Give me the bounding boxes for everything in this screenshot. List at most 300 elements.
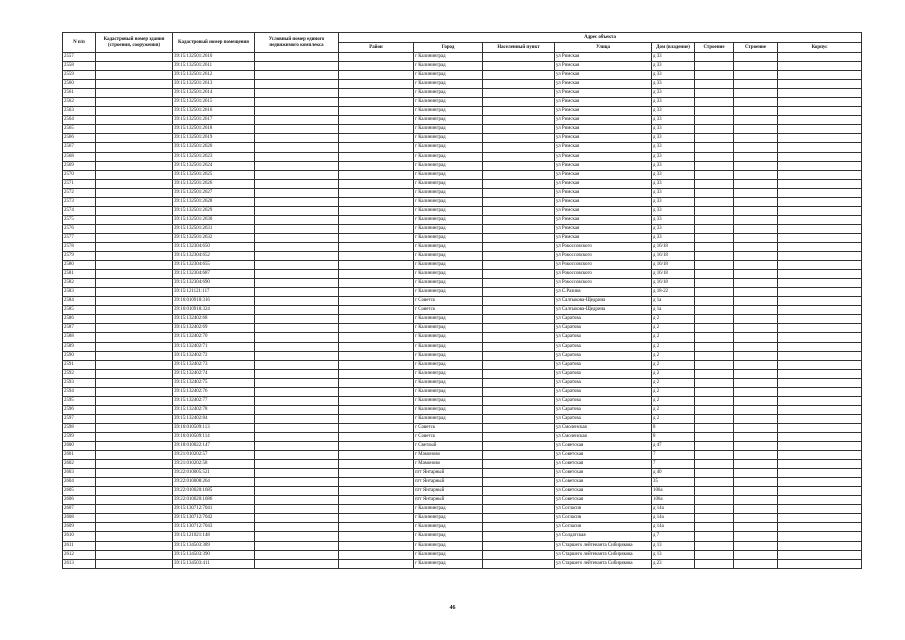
cell-cad-building xyxy=(96,541,173,550)
cell-flat xyxy=(778,233,862,242)
cell-settlement xyxy=(483,541,555,550)
cell-district xyxy=(339,297,414,306)
cell-street: ул Римская xyxy=(555,215,652,224)
cell-complex xyxy=(255,170,339,179)
cell-complex xyxy=(255,478,339,487)
cell-street: ул Римская xyxy=(555,197,652,206)
cell-cad-room: 39:18:010022:147 xyxy=(173,442,255,451)
cell-settlement xyxy=(483,206,555,215)
cell-complex xyxy=(255,396,339,405)
header-city: Город xyxy=(414,43,483,53)
cell-cad-room: 39:16:010918:316 xyxy=(173,297,255,306)
cell-korpus xyxy=(695,62,734,71)
cell-street: ул Римская xyxy=(555,62,652,71)
cell-settlement xyxy=(483,261,555,270)
cell-building xyxy=(734,478,778,487)
cell-complex xyxy=(255,279,339,288)
cell-house: д 33 xyxy=(652,134,695,143)
cell-cad-room: 39:15:130712:7041 xyxy=(173,505,255,514)
cell-cad-room: 39:15:132402:68 xyxy=(173,315,255,324)
cell-city: г Калининград xyxy=(414,242,483,251)
cell-num: 2595 xyxy=(63,396,96,405)
header-complex: Условный номер единого недвижимого комплекса xyxy=(255,33,339,53)
cell-korpus xyxy=(695,179,734,188)
cell-cad-room: 39:15:132402:71 xyxy=(173,342,255,351)
cell-building xyxy=(734,288,778,297)
cell-district xyxy=(339,514,414,523)
cell-cad-building xyxy=(96,98,173,107)
cell-house: д 16/18 xyxy=(652,242,695,251)
cell-street: ул Саратова xyxy=(555,342,652,351)
cell-house: д 13 xyxy=(652,550,695,559)
cell-district xyxy=(339,53,414,62)
cell-settlement xyxy=(483,215,555,224)
cell-flat xyxy=(778,342,862,351)
cell-complex xyxy=(255,514,339,523)
cell-flat xyxy=(778,460,862,469)
header-cad-building: Кадастровый номер здания (строения, сооружения) xyxy=(96,33,173,53)
header-settlement: Населенный пункт xyxy=(483,43,555,53)
cell-cad-room: 39:15:132501:2610 xyxy=(173,53,255,62)
table-row xyxy=(63,541,862,550)
cell-flat xyxy=(778,423,862,432)
cell-city: г Калининград xyxy=(414,206,483,215)
cell-house: 7 xyxy=(652,451,695,460)
cell-korpus xyxy=(695,487,734,496)
cell-house: д 1а xyxy=(652,297,695,306)
cell-complex xyxy=(255,53,339,62)
cell-city: г Калининград xyxy=(414,333,483,342)
page-number: 46 xyxy=(449,605,456,611)
cell-num: 2600 xyxy=(63,442,96,451)
cell-house: 106а xyxy=(652,487,695,496)
cell-house: 8 xyxy=(652,432,695,441)
cell-complex xyxy=(255,80,339,89)
cell-flat xyxy=(778,387,862,396)
cell-complex xyxy=(255,242,339,251)
cell-cad-room: 39:15:132501:2613 xyxy=(173,80,255,89)
cell-complex xyxy=(255,351,339,360)
cell-settlement xyxy=(483,460,555,469)
cell-district xyxy=(339,405,414,414)
cell-district xyxy=(339,215,414,224)
cell-settlement xyxy=(483,523,555,532)
cell-building xyxy=(734,315,778,324)
cell-korpus xyxy=(695,215,734,224)
cell-settlement xyxy=(483,233,555,242)
cell-street: ул С.Разина xyxy=(555,288,652,297)
cell-city: г Калининград xyxy=(414,71,483,80)
cell-house: д 16/18 xyxy=(652,279,695,288)
cell-complex xyxy=(255,233,339,242)
cell-street: ул Римская xyxy=(555,152,652,161)
cell-city: г Советск xyxy=(414,432,483,441)
cell-cad-room: 39:15:130712:7043 xyxy=(173,523,255,532)
cell-street: ул Римская xyxy=(555,116,652,125)
cell-building xyxy=(734,505,778,514)
cell-korpus xyxy=(695,387,734,396)
cell-district xyxy=(339,98,414,107)
header-address: Адрес объекта xyxy=(339,33,862,43)
cell-cad-building xyxy=(96,423,173,432)
cell-cad-room: 39:15:130712:7042 xyxy=(173,514,255,523)
cell-city: пгт Янтарный xyxy=(414,496,483,505)
table-row xyxy=(63,423,862,432)
cell-settlement xyxy=(483,179,555,188)
cell-city: г Калининград xyxy=(414,224,483,233)
cell-flat xyxy=(778,116,862,125)
cell-city: г Калининград xyxy=(414,523,483,532)
cell-flat xyxy=(778,279,862,288)
cell-house: д 33 xyxy=(652,53,695,62)
cell-street: ул Римская xyxy=(555,233,652,242)
cell-cad-building xyxy=(96,143,173,152)
cell-street: ул Салтыкова-Щедрина xyxy=(555,297,652,306)
cell-city: г Калининград xyxy=(414,369,483,378)
table-row xyxy=(63,532,862,541)
cell-city: г Калининград xyxy=(414,161,483,170)
cell-cad-room: 39:15:132501:2630 xyxy=(173,215,255,224)
cell-cad-building xyxy=(96,53,173,62)
cell-num: 2565 xyxy=(63,125,96,134)
cell-house: д 1а xyxy=(652,306,695,315)
cell-cad-building xyxy=(96,215,173,224)
cell-settlement xyxy=(483,161,555,170)
cell-settlement xyxy=(483,98,555,107)
cell-building xyxy=(734,360,778,369)
cell-korpus xyxy=(695,288,734,297)
cell-complex xyxy=(255,460,339,469)
cell-city: г Калининград xyxy=(414,188,483,197)
table-row xyxy=(63,242,862,251)
cell-district xyxy=(339,432,414,441)
cell-street: ул Римская xyxy=(555,206,652,215)
table-row xyxy=(63,197,862,206)
cell-complex xyxy=(255,333,339,342)
cell-settlement xyxy=(483,297,555,306)
cell-settlement xyxy=(483,324,555,333)
cell-korpus xyxy=(695,442,734,451)
cell-korpus xyxy=(695,396,734,405)
cell-street: ул Согласия xyxy=(555,505,652,514)
cell-cad-building xyxy=(96,460,173,469)
cell-house: д 33 xyxy=(652,143,695,152)
cell-complex xyxy=(255,270,339,279)
cell-street: ул Советская xyxy=(555,451,652,460)
cell-district xyxy=(339,71,414,80)
cell-cad-building xyxy=(96,333,173,342)
cell-num: 2560 xyxy=(63,80,96,89)
cell-flat xyxy=(778,134,862,143)
cell-city: г Калининград xyxy=(414,378,483,387)
cell-num: 2567 xyxy=(63,143,96,152)
cell-num: 2591 xyxy=(63,360,96,369)
cell-flat xyxy=(778,451,862,460)
table-row xyxy=(63,333,862,342)
cell-num: 2589 xyxy=(63,342,96,351)
cell-flat xyxy=(778,514,862,523)
cell-complex xyxy=(255,532,339,541)
cell-complex xyxy=(255,432,339,441)
table-row xyxy=(63,279,862,288)
table-row xyxy=(63,523,862,532)
cell-building xyxy=(734,414,778,423)
cell-building xyxy=(734,179,778,188)
cell-korpus xyxy=(695,125,734,134)
cell-building xyxy=(734,297,778,306)
cell-complex xyxy=(255,523,339,532)
cell-complex xyxy=(255,215,339,224)
cell-cad-room: 39:16:010918:324 xyxy=(173,306,255,315)
table-row xyxy=(63,215,862,224)
cell-num: 2561 xyxy=(63,89,96,98)
cell-settlement xyxy=(483,242,555,251)
cell-flat xyxy=(778,469,862,478)
cell-complex xyxy=(255,469,339,478)
table-row xyxy=(63,116,862,125)
cell-complex xyxy=(255,62,339,71)
cell-house: д 2 xyxy=(652,387,695,396)
cell-complex xyxy=(255,451,339,460)
cell-korpus xyxy=(695,369,734,378)
cell-num: 2576 xyxy=(63,224,96,233)
cell-district xyxy=(339,442,414,451)
cell-street: ул Советская xyxy=(555,442,652,451)
cell-street: ул Саратова xyxy=(555,414,652,423)
cell-cad-building xyxy=(96,442,173,451)
cell-korpus xyxy=(695,242,734,251)
cell-cad-building xyxy=(96,559,173,568)
cell-building xyxy=(734,161,778,170)
cell-cad-room: 39:15:132501:2626 xyxy=(173,179,255,188)
cell-settlement xyxy=(483,342,555,351)
cell-num: 2613 xyxy=(63,559,96,568)
cell-house: д 16/18 xyxy=(652,261,695,270)
cell-cad-building xyxy=(96,261,173,270)
table-row xyxy=(63,80,862,89)
cell-district xyxy=(339,478,414,487)
cell-house: д 33 xyxy=(652,116,695,125)
cell-building xyxy=(734,261,778,270)
cell-cad-building xyxy=(96,342,173,351)
cell-cad-room: 39:15:132501:2629 xyxy=(173,206,255,215)
cell-house: д 14а xyxy=(652,523,695,532)
cell-cad-building xyxy=(96,523,173,532)
cell-street: ул Саратова xyxy=(555,333,652,342)
cell-district xyxy=(339,369,414,378)
cell-korpus xyxy=(695,460,734,469)
cell-city: пгт Янтарный xyxy=(414,469,483,478)
cell-cad-room: 39:15:132501:2631 xyxy=(173,224,255,233)
cell-building xyxy=(734,432,778,441)
cell-complex xyxy=(255,252,339,261)
cell-cad-building xyxy=(96,505,173,514)
cell-street: ул Саратова xyxy=(555,315,652,324)
cell-street: ул Старшего лейтенанта Сибирякова xyxy=(555,559,652,568)
cell-korpus xyxy=(695,206,734,215)
cell-flat xyxy=(778,215,862,224)
cell-cad-room: 39:15:132501:2620 xyxy=(173,143,255,152)
cell-korpus xyxy=(695,98,734,107)
cell-building xyxy=(734,89,778,98)
cell-city: г Калининград xyxy=(414,107,483,116)
cell-street: ул Согласия xyxy=(555,514,652,523)
cell-settlement xyxy=(483,378,555,387)
cell-district xyxy=(339,414,414,423)
cell-city: г Светлый xyxy=(414,442,483,451)
table-row xyxy=(63,206,862,215)
cell-settlement xyxy=(483,252,555,261)
header-flat: Корпус xyxy=(778,43,862,53)
cell-cad-building xyxy=(96,116,173,125)
cell-cad-building xyxy=(96,188,173,197)
cell-complex xyxy=(255,559,339,568)
cell-city: г Калининград xyxy=(414,233,483,242)
cell-house: д 2 xyxy=(652,396,695,405)
cell-complex xyxy=(255,188,339,197)
cell-cad-room: 39:15:132501:2627 xyxy=(173,188,255,197)
cell-korpus xyxy=(695,279,734,288)
cell-korpus xyxy=(695,351,734,360)
cell-street: ул Римская xyxy=(555,98,652,107)
cell-cad-room: 39:15:132402:74 xyxy=(173,369,255,378)
table-row xyxy=(63,188,862,197)
cell-district xyxy=(339,170,414,179)
cell-street: ул Смоленская xyxy=(555,423,652,432)
cell-house: д 13 xyxy=(652,541,695,550)
cell-district xyxy=(339,333,414,342)
cell-complex xyxy=(255,224,339,233)
cell-district xyxy=(339,387,414,396)
cell-cad-room: 39:21:010202:58 xyxy=(173,460,255,469)
cell-flat xyxy=(778,288,862,297)
cell-district xyxy=(339,143,414,152)
cell-flat xyxy=(778,360,862,369)
cell-complex xyxy=(255,161,339,170)
cell-num: 2607 xyxy=(63,505,96,514)
cell-street: ул Саратова xyxy=(555,387,652,396)
cell-district xyxy=(339,197,414,206)
cell-flat xyxy=(778,224,862,233)
cell-district xyxy=(339,252,414,261)
cell-num: 2606 xyxy=(63,496,96,505)
cell-cad-building xyxy=(96,197,173,206)
header-cad-room: Кадастровый номер помещения xyxy=(173,33,255,53)
cell-district xyxy=(339,270,414,279)
cell-cad-room: 39:22:010008:264 xyxy=(173,478,255,487)
cell-flat xyxy=(778,559,862,568)
cell-street: ул Римская xyxy=(555,107,652,116)
cell-district xyxy=(339,188,414,197)
cell-house: д 33 xyxy=(652,215,695,224)
table-row xyxy=(63,514,862,523)
cell-num: 2581 xyxy=(63,270,96,279)
cell-settlement xyxy=(483,478,555,487)
cell-complex xyxy=(255,134,339,143)
cell-street: ул Салтыкова-Щедрина xyxy=(555,306,652,315)
cell-cad-building xyxy=(96,224,173,233)
cell-cad-building xyxy=(96,288,173,297)
cell-korpus xyxy=(695,469,734,478)
document-table-container xyxy=(62,32,861,569)
objects-table xyxy=(62,32,862,569)
cell-building xyxy=(734,369,778,378)
cell-house: д 14а xyxy=(652,505,695,514)
cell-korpus xyxy=(695,134,734,143)
cell-building xyxy=(734,541,778,550)
cell-cad-room: 39:15:132304:687 xyxy=(173,270,255,279)
cell-complex xyxy=(255,315,339,324)
cell-korpus xyxy=(695,514,734,523)
cell-cad-building xyxy=(96,405,173,414)
cell-district xyxy=(339,487,414,496)
cell-city: г Калининград xyxy=(414,288,483,297)
cell-building xyxy=(734,451,778,460)
cell-num: 2587 xyxy=(63,324,96,333)
cell-settlement xyxy=(483,279,555,288)
cell-complex xyxy=(255,152,339,161)
cell-flat xyxy=(778,505,862,514)
cell-building xyxy=(734,324,778,333)
cell-cad-building xyxy=(96,414,173,423)
cell-district xyxy=(339,505,414,514)
header-street: Улица xyxy=(555,43,652,53)
cell-district xyxy=(339,306,414,315)
cell-cad-room: 39:15:132501:2616 xyxy=(173,107,255,116)
cell-settlement xyxy=(483,288,555,297)
cell-korpus xyxy=(695,252,734,261)
cell-cad-building xyxy=(96,297,173,306)
cell-house: д 33 xyxy=(652,125,695,134)
cell-cad-building xyxy=(96,242,173,251)
table-row xyxy=(63,125,862,134)
cell-building xyxy=(734,134,778,143)
cell-house: д 2 xyxy=(652,414,695,423)
cell-korpus xyxy=(695,233,734,242)
header-house: Дом (владение) xyxy=(652,43,695,53)
cell-house: д 2 xyxy=(652,342,695,351)
cell-settlement xyxy=(483,152,555,161)
cell-cad-room: 39:15:132501:2624 xyxy=(173,161,255,170)
cell-city: г Калининград xyxy=(414,89,483,98)
table-row xyxy=(63,315,862,324)
cell-street: ул Саратова xyxy=(555,378,652,387)
cell-street: ул Солдатская xyxy=(555,532,652,541)
table-row xyxy=(63,98,862,107)
cell-num: 2603 xyxy=(63,469,96,478)
cell-building xyxy=(734,460,778,469)
cell-cad-building xyxy=(96,233,173,242)
cell-city: г Калининград xyxy=(414,261,483,270)
cell-building xyxy=(734,170,778,179)
cell-cad-room: 39:15:121021:148 xyxy=(173,532,255,541)
cell-building xyxy=(734,98,778,107)
cell-house: д 33 xyxy=(652,224,695,233)
cell-cad-building xyxy=(96,324,173,333)
cell-num: 2604 xyxy=(63,478,96,487)
cell-street: ул Саратова xyxy=(555,396,652,405)
cell-num: 2572 xyxy=(63,188,96,197)
cell-complex xyxy=(255,414,339,423)
cell-building xyxy=(734,378,778,387)
cell-settlement xyxy=(483,487,555,496)
cell-cad-building xyxy=(96,306,173,315)
cell-building xyxy=(734,351,778,360)
cell-complex xyxy=(255,505,339,514)
cell-district xyxy=(339,89,414,98)
cell-street: ул Рокоссовского xyxy=(555,279,652,288)
cell-building xyxy=(734,487,778,496)
